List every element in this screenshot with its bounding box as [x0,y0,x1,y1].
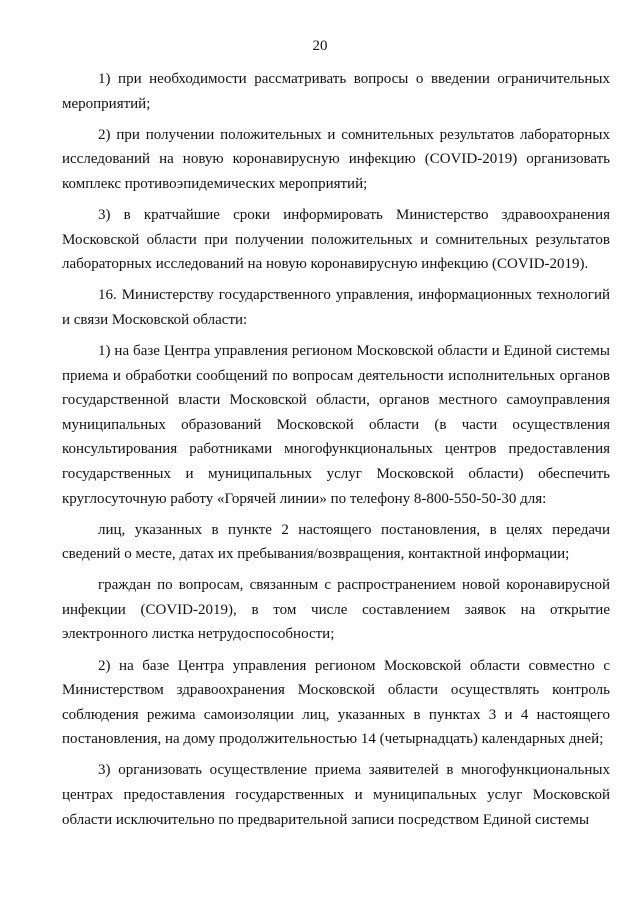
paragraph-clause-16-item-1: 1) на базе Центра управления регионом Московской области и Единой системы приема и обработки сообщений по вопросам деятельности исполнительных органов государственной власти Московской области, органов местного самоуправления муниципальных образований Московской области (в части осуществления консультирования работниками многофункциональных центров предоставления государственных и муниципальных услуг Московской области) обеспечить круглосуточную работу «Горячей линии» по телефону 8-800-550-50-30 для: [62,342,610,507]
paragraph-item-3: 3) в кратчайшие сроки информировать Министерство здравоохранения Московской области при получении положительных и сомнительных результатов лабораторных исследований на новую коронавирусную инфекцию (COVID-2019). [62,206,610,273]
paragraph-clause-16-subitem-persons: лиц, указанных в пункте 2 настоящего постановления, в целях передачи сведений о месте, датах их пребывания/возвращения, контактной информации; [62,521,610,563]
paragraph-clause-16-subitem-citizens: граждан по вопросам, связанным с распространением новой коронавирусной инфекции (COVID-2019), в том числе составлением заявок на открытие электронного листка нетрудоспособности; [62,577,610,643]
document-body [62,67,610,839]
paragraph-clause-16-item-3: 3) организовать осуществление приема заявителей в многофункциональных центрах предоставления государственных и муниципальных услуг Московской области исключительно по предварительной записи посредством Единой системы [62,762,610,828]
paragraph-clause-16: 16. Министерству государственного управления, информационных технологий и связи Московской области: [62,287,610,328]
paragraph-item-2: 2) при получении положительных и сомнительных результатов лабораторных исследований на новую коронавирусную инфекцию (COVID-2019) организовать комплекс противоэпидемических мероприятий; [62,126,610,192]
paragraph-item-1: 1) при необходимости рассматривать вопросы о введении ограничительных мероприятий; [62,71,610,112]
paragraph-clause-16-item-2: 2) на базе Центра управления регионом Московской области совместно с Министерством здравоохранения Московской области осуществлять контроль соблюдения режима самоизоляции лиц, указанных в пунктах 3 и 4 настоящего постановления, на дому продолжительностью 14 (четырнадцать) календарных дней; [62,657,610,748]
page-number: 20 [312,38,328,54]
